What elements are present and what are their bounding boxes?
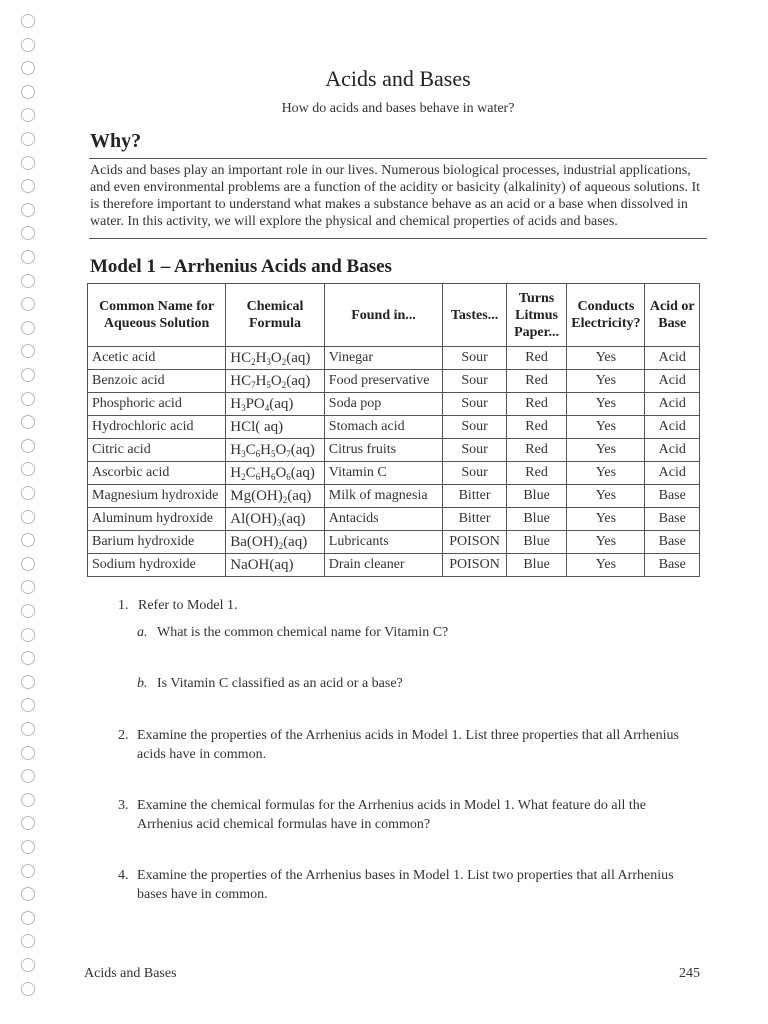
- binder-hole: [21, 250, 35, 264]
- binder-hole: [21, 934, 35, 948]
- binder-hole: [21, 486, 35, 500]
- formula-part: O: [275, 441, 287, 458]
- cell-acid-or-base: Base: [645, 508, 700, 531]
- table-body: [88, 347, 700, 577]
- cell-litmus: Blue: [506, 554, 566, 577]
- cell-common-name: Magnesium hydroxide: [88, 485, 226, 508]
- binder-hole: [21, 156, 35, 170]
- cell-found-in: Vinegar: [324, 347, 442, 370]
- formula-subscript: 3: [241, 448, 246, 459]
- binder-hole: [21, 698, 35, 712]
- model-table: [87, 283, 700, 577]
- table-row: [88, 485, 700, 508]
- formula-subscript: 2: [281, 379, 287, 390]
- page-title: Acids and Bases: [325, 66, 471, 91]
- cell-found-in: Milk of magnesia: [324, 485, 442, 508]
- formula-subscript: 6: [255, 471, 261, 482]
- binder-hole: [21, 533, 35, 547]
- formula-subscript: 2: [251, 356, 256, 367]
- cell-litmus: Red: [506, 439, 566, 462]
- formula-part: (aq): [290, 441, 315, 458]
- binder-hole: [21, 274, 35, 288]
- cell-acid-or-base: Acid: [645, 439, 700, 462]
- cell-taste: Bitter: [443, 508, 507, 531]
- header-acid-or-base: Acid or Base: [645, 284, 700, 347]
- cell-taste: Sour: [443, 370, 507, 393]
- binder-hole: [21, 628, 35, 642]
- formula-part: Al(OH): [230, 510, 277, 527]
- cell-litmus: Blue: [506, 531, 566, 554]
- cell-found-in: Stomach acid: [324, 416, 442, 439]
- formula-subscript: 5: [266, 379, 271, 390]
- cell-conducts: Yes: [567, 485, 645, 508]
- formula-part: H: [260, 441, 271, 458]
- cell-conducts: Yes: [567, 531, 645, 554]
- binder-hole: [21, 61, 35, 75]
- page-number: 245: [679, 966, 700, 981]
- binder-hole: [21, 38, 35, 52]
- cell-common-name: Sodium hydroxide: [88, 554, 226, 577]
- table-row: [88, 347, 700, 370]
- cell-common-name: Acetic acid: [88, 347, 226, 370]
- formula-part: Ba(OH): [230, 533, 279, 550]
- q1-number: 1.: [118, 598, 129, 613]
- formula-part: HC: [230, 349, 252, 366]
- formula-subscript: 7: [286, 448, 291, 459]
- binder-hole: [21, 179, 35, 193]
- formula-part: NaOH(aq): [230, 556, 294, 573]
- cell-formula: [226, 370, 325, 393]
- table-row: [88, 370, 700, 393]
- binder-hole: [21, 392, 35, 406]
- cell-common-name: Ascorbic acid: [88, 462, 226, 485]
- cell-formula: [226, 416, 325, 439]
- binder-hole: [21, 321, 35, 335]
- cell-acid-or-base: Acid: [645, 462, 700, 485]
- cell-taste: Sour: [443, 462, 507, 485]
- header-conducts: Conducts Electricity?: [567, 284, 645, 347]
- cell-taste: Sour: [443, 416, 507, 439]
- cell-acid-or-base: Base: [645, 485, 700, 508]
- cell-litmus: Red: [506, 416, 566, 439]
- header-chemical-formula: Chemical Formula: [226, 284, 325, 347]
- formula-part: (aq): [269, 395, 294, 412]
- q1-text: Refer to Model 1.: [138, 598, 238, 613]
- table-row: [88, 462, 700, 485]
- header-litmus: Turns Litmus Paper...: [506, 284, 566, 347]
- binder-hole: [21, 226, 35, 240]
- cell-found-in: Drain cleaner: [324, 554, 442, 577]
- cell-acid-or-base: Acid: [645, 370, 700, 393]
- page-subtitle: How do acids and bases behave in water?: [281, 101, 515, 116]
- binder-hole: [21, 675, 35, 689]
- cell-taste: Bitter: [443, 485, 507, 508]
- formula-part: H: [230, 464, 242, 481]
- q1a-letter: a.: [137, 625, 148, 640]
- binder-hole: [21, 982, 35, 996]
- binder-hole: [21, 368, 35, 382]
- binder-hole: [21, 864, 35, 878]
- formula-part: (aq): [286, 372, 311, 389]
- binder-hole: [21, 840, 35, 854]
- table-row: [88, 508, 700, 531]
- cell-acid-or-base: Acid: [645, 416, 700, 439]
- binder-hole: [21, 85, 35, 99]
- binder-holes: [0, 0, 48, 1024]
- formula-subscript: 6: [286, 471, 291, 482]
- cell-formula: [226, 508, 325, 531]
- footer-title: Acids and Bases: [84, 966, 177, 981]
- formula-part: H: [260, 464, 271, 481]
- binder-hole: [21, 887, 35, 901]
- cell-common-name: Phosphoric acid: [88, 393, 226, 416]
- table-row: [88, 439, 700, 462]
- header-tastes: Tastes...: [443, 284, 507, 347]
- cell-conducts: Yes: [567, 508, 645, 531]
- table-header-row: [88, 284, 700, 347]
- q3-number: 3.: [118, 798, 129, 813]
- formula-subscript: 3: [241, 402, 246, 413]
- binder-hole: [21, 651, 35, 665]
- q2-number: 2.: [118, 728, 129, 743]
- formula-part: (aq): [287, 487, 312, 504]
- binder-hole: [21, 203, 35, 217]
- formula-part: H: [230, 395, 242, 412]
- why-top-rule: [89, 158, 707, 159]
- cell-common-name: Citric acid: [88, 439, 226, 462]
- cell-acid-or-base: Base: [645, 554, 700, 577]
- formula-subscript: 4: [264, 402, 270, 413]
- q1b-letter: b.: [137, 676, 148, 691]
- header-found-in: Found in...: [324, 284, 442, 347]
- binder-hole: [21, 297, 35, 311]
- formula-part: H: [230, 441, 242, 458]
- formula-part: HCl( aq): [230, 418, 284, 435]
- cell-formula: [226, 531, 325, 554]
- formula-subscript: 2: [282, 494, 288, 505]
- cell-taste: Sour: [443, 439, 507, 462]
- binder-hole: [21, 816, 35, 830]
- formula-subscript: 2: [281, 356, 287, 367]
- table-row: [88, 416, 700, 439]
- binder-hole: [21, 132, 35, 146]
- cell-formula: [226, 393, 325, 416]
- binder-hole: [21, 557, 35, 571]
- binder-hole: [21, 580, 35, 594]
- cell-litmus: Red: [506, 370, 566, 393]
- formula-subscript: 2: [278, 540, 284, 551]
- cell-found-in: Citrus fruits: [324, 439, 442, 462]
- binder-hole: [21, 14, 35, 28]
- formula-part: HC: [230, 372, 252, 389]
- formula-part: (aq): [290, 464, 315, 481]
- table-row: [88, 393, 700, 416]
- formula-part: O: [270, 372, 282, 389]
- cell-litmus: Blue: [506, 508, 566, 531]
- cell-found-in: Food preservative: [324, 370, 442, 393]
- header-common-name: Common Name for Aqueous Solution: [88, 284, 226, 347]
- cell-common-name: Hydrochloric acid: [88, 416, 226, 439]
- formula-part: PO: [245, 395, 265, 412]
- cell-common-name: Benzoic acid: [88, 370, 226, 393]
- cell-conducts: Yes: [567, 554, 645, 577]
- model-title: Model 1 – Arrhenius Acids and Bases: [90, 256, 392, 277]
- q4-number: 4.: [118, 868, 129, 883]
- binder-hole: [21, 604, 35, 618]
- q1a-text: What is the common chemical name for Vitamin C?: [157, 625, 449, 640]
- cell-litmus: Blue: [506, 485, 566, 508]
- formula-subscript: 6: [270, 471, 276, 482]
- table-row: [88, 531, 700, 554]
- formula-subscript: 3: [276, 517, 282, 528]
- cell-taste: Sour: [443, 347, 507, 370]
- binder-hole: [21, 108, 35, 122]
- binder-hole: [21, 793, 35, 807]
- why-paragraph: Acids and bases play an important role in our lives. Numerous biological processes, industrial applications, and even environmental problems are a function of the acidity or basicity (alkalinity) of aqueous solutions. It is therefore important to understand what makes a substance behave as an acid or a base when dissolved in water. In this activity, we will explore the physical and chemical properties of acids and bases.: [90, 163, 700, 229]
- formula-part: (aq): [281, 510, 306, 527]
- formula-subscript: 6: [255, 448, 261, 459]
- cell-acid-or-base: Base: [645, 531, 700, 554]
- cell-formula: [226, 485, 325, 508]
- formula-part: (aq): [286, 349, 311, 366]
- cell-found-in: Vitamin C: [324, 462, 442, 485]
- why-bottom-rule: [89, 238, 707, 239]
- cell-taste: POISON: [443, 531, 507, 554]
- cell-conducts: Yes: [567, 439, 645, 462]
- binder-hole: [21, 462, 35, 476]
- cell-conducts: Yes: [567, 462, 645, 485]
- formula-part: O: [270, 349, 282, 366]
- formula-part: O: [275, 464, 287, 481]
- cell-found-in: Soda pop: [324, 393, 442, 416]
- cell-common-name: Barium hydroxide: [88, 531, 226, 554]
- cell-litmus: Red: [506, 393, 566, 416]
- binder-hole: [21, 958, 35, 972]
- cell-acid-or-base: Acid: [645, 347, 700, 370]
- cell-formula: [226, 439, 325, 462]
- formula-part: C: [245, 464, 256, 481]
- q4-text: Examine the properties of the Arrhenius bases in Model 1. List two properties that all Arrhenius bases have in common.: [137, 868, 674, 902]
- why-heading: Why?: [90, 130, 142, 152]
- binder-hole: [21, 510, 35, 524]
- formula-part: (aq): [283, 533, 308, 550]
- cell-found-in: Antacids: [324, 508, 442, 531]
- cell-acid-or-base: Acid: [645, 393, 700, 416]
- formula-part: Mg(OH): [230, 487, 283, 504]
- formula-subscript: 5: [270, 448, 276, 459]
- formula-subscript: 2: [241, 471, 246, 482]
- formula-subscript: 3: [266, 356, 271, 367]
- binder-hole: [21, 746, 35, 760]
- binder-hole: [21, 769, 35, 783]
- cell-litmus: Red: [506, 462, 566, 485]
- q2-text: Examine the properties of the Arrhenius acids in Model 1. List three properties that all Arrhenius acids have in common.: [137, 728, 679, 762]
- q1b-text: Is Vitamin C classified as an acid or a base?: [157, 676, 403, 691]
- cell-taste: POISON: [443, 554, 507, 577]
- cell-formula: [226, 554, 325, 577]
- q3-text: Examine the chemical formulas for the Arrhenius acids in Model 1. What feature do all the Arrhenius acid chemical formulas have in common?: [137, 798, 647, 832]
- binder-hole: [21, 415, 35, 429]
- binder-hole: [21, 722, 35, 736]
- cell-formula: [226, 347, 325, 370]
- binder-hole: [21, 911, 35, 925]
- cell-conducts: Yes: [567, 370, 645, 393]
- table-row: [88, 554, 700, 577]
- cell-found-in: Lubricants: [324, 531, 442, 554]
- cell-formula: [226, 462, 325, 485]
- formula-part: H: [255, 372, 267, 389]
- cell-conducts: Yes: [567, 347, 645, 370]
- binder-hole: [21, 344, 35, 358]
- formula-part: H: [255, 349, 267, 366]
- formula-subscript: 7: [251, 379, 256, 390]
- binder-hole: [21, 439, 35, 453]
- cell-conducts: Yes: [567, 393, 645, 416]
- cell-conducts: Yes: [567, 416, 645, 439]
- formula-part: C: [245, 441, 256, 458]
- cell-litmus: Red: [506, 347, 566, 370]
- cell-taste: Sour: [443, 393, 507, 416]
- cell-common-name: Aluminum hydroxide: [88, 508, 226, 531]
